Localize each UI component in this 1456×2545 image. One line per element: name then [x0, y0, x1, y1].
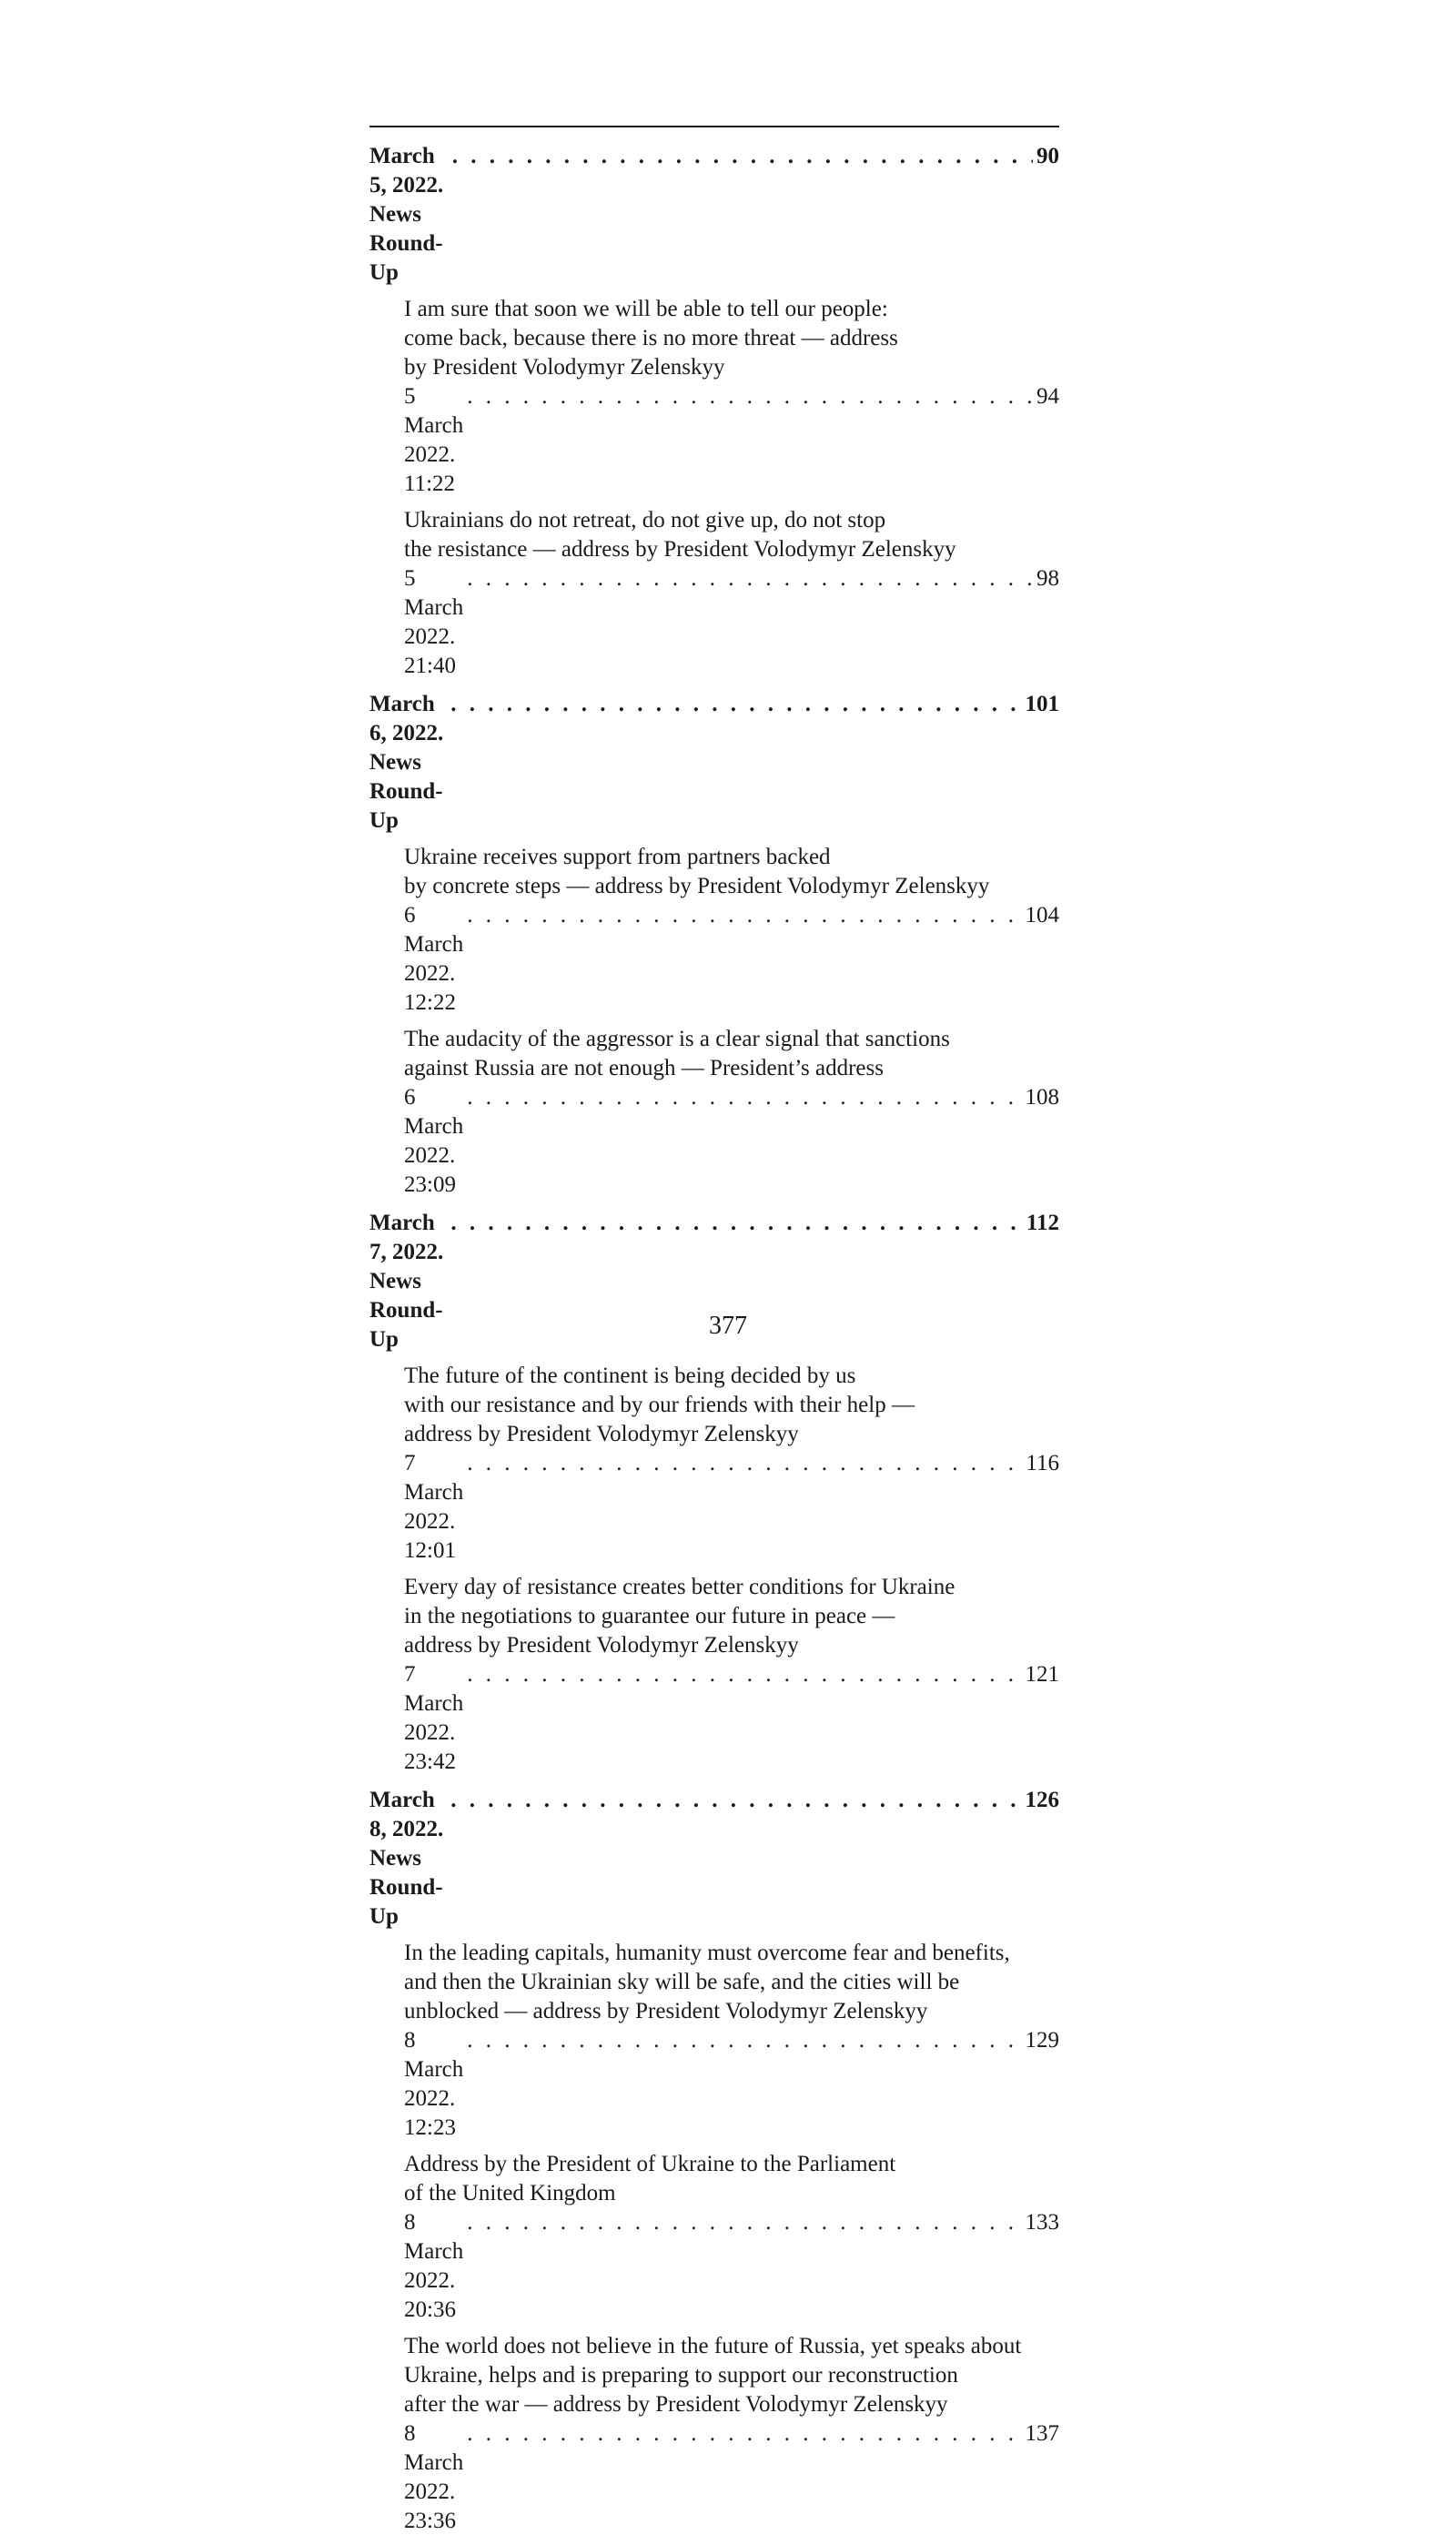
dot-leader: [467, 1449, 1022, 1478]
toc-section: [369, 142, 1059, 681]
dot-leader: [467, 382, 1033, 411]
section-page-number: 90: [1036, 144, 1059, 168]
entry-date-row: [404, 382, 1059, 499]
entry-title: In the leading capitals, humanity must overcome fear and benefits, and then the Ukrainian sky will be safe, and the cities will be unblocked — address by President Volodymyr Zelenskyy: [404, 1941, 1010, 2023]
entry-date: 8 March 2022. 12:23: [404, 2028, 464, 2140]
toc-entry: [369, 1025, 1059, 1200]
entry-page-number: 121: [1025, 1662, 1059, 1687]
entry-date: 6 March 2022. 12:22: [404, 903, 464, 1015]
dot-leader: [467, 1660, 1021, 1689]
section-heading-row: [369, 142, 1059, 288]
entry-date: 7 March 2022. 23:42: [404, 1662, 464, 1774]
entry-date-row: [404, 1449, 1059, 1566]
entry-date-row: [404, 2026, 1059, 2143]
toc-section: [369, 1786, 1059, 2536]
section-heading: March 6, 2022. News Round-Up: [369, 692, 444, 833]
entry-date: 8 March 2022. 23:36: [404, 2421, 464, 2533]
section-heading-row: [369, 1786, 1059, 1932]
entry-date: 6 March 2022. 23:09: [404, 1085, 464, 1197]
dot-leader: [452, 142, 1033, 171]
dot-leader: [467, 2208, 1021, 2237]
section-page-number: 126: [1025, 1788, 1059, 1812]
dot-leader: [450, 1209, 1022, 1238]
toc-entry: [369, 2150, 1059, 2325]
entry-date-row: [404, 2419, 1059, 2536]
entry-date-row: [404, 2208, 1059, 2325]
entry-page-number: 98: [1036, 566, 1059, 591]
entry-date-row: [404, 564, 1059, 681]
entry-page-number: 108: [1025, 1085, 1059, 1110]
toc-entry: [369, 843, 1059, 1018]
toc-section: [369, 690, 1059, 1200]
entry-page-number: 137: [1025, 2421, 1059, 2446]
entry-title: The world does not believe in the future of Russia, yet speaks about Ukraine, helps and is preparing to support our reconstruction after the war — address by President Volodymyr Zelenskyy: [404, 2334, 1022, 2417]
entry-page-number: 129: [1025, 2028, 1059, 2053]
page-number: 377: [709, 1312, 747, 1340]
toc-section: [369, 1209, 1059, 1777]
entry-page-number: 104: [1025, 903, 1059, 928]
toc-entry: [369, 2332, 1059, 2536]
entry-page-number: 116: [1026, 1451, 1059, 1475]
entry-date: 5 March 2022. 21:40: [404, 566, 464, 678]
dot-leader: [450, 690, 1021, 719]
dot-leader: [467, 1083, 1021, 1112]
section-heading: March 7, 2022. News Round-Up: [369, 1211, 444, 1352]
entry-date-row: [404, 1660, 1059, 1777]
entry-title: Ukrainians do not retreat, do not give up, do not stop the resistance — address by President Volodymyr Zelenskyy: [404, 508, 956, 562]
entry-date: 7 March 2022. 12:01: [404, 1451, 464, 1563]
entry-date-row: [404, 901, 1059, 1018]
entry-page-number: 133: [1025, 2210, 1059, 2235]
entry-page-number: 94: [1036, 384, 1059, 409]
toc-entry: [369, 295, 1059, 499]
entry-date: 8 March 2022. 20:36: [404, 2210, 464, 2322]
entry-date: 5 March 2022. 11:22: [404, 384, 464, 496]
entry-title: Address by the President of Ukraine to the Parliament of the United Kingdom: [404, 2152, 896, 2205]
entry-title: Every day of resistance creates better conditions for Ukraine in the negotiations to guarantee our future in peace — address by President Volodymyr Zelenskyy: [404, 1575, 956, 1658]
dot-leader: [467, 2419, 1021, 2449]
toc-entry: [369, 1362, 1059, 1566]
section-heading: March 5, 2022. News Round-Up: [369, 144, 444, 285]
dot-leader: [467, 901, 1021, 930]
toc-entry: [369, 1573, 1059, 1777]
entry-date-row: [404, 1083, 1059, 1200]
section-page-number: 112: [1026, 1211, 1059, 1235]
section-heading: March 8, 2022. News Round-Up: [369, 1788, 444, 1929]
entry-title: The audacity of the aggressor is a clear signal that sanctions against Russia are not enough — President’s address: [404, 1027, 950, 1080]
section-page-number: 101: [1025, 692, 1059, 716]
entry-title: I am sure that soon we will be able to tell our people: come back, because there is no more threat — address by President Volodymyr Zelenskyy: [404, 297, 898, 380]
dot-leader: [450, 1786, 1021, 1815]
toc-entry: [369, 506, 1059, 681]
entry-title: Ukraine receives support from partners backed by concrete steps — address by President Volodymyr Zelenskyy: [404, 845, 990, 898]
toc-entry: [369, 1939, 1059, 2143]
top-rule: [369, 126, 1059, 127]
dot-leader: [467, 2026, 1021, 2055]
entry-title: The future of the continent is being decided by us with our resistance and by our friends with their help — address by President Volodymyr Zelenskyy: [404, 1364, 915, 1446]
section-heading-row: [369, 690, 1059, 836]
dot-leader: [467, 564, 1033, 593]
